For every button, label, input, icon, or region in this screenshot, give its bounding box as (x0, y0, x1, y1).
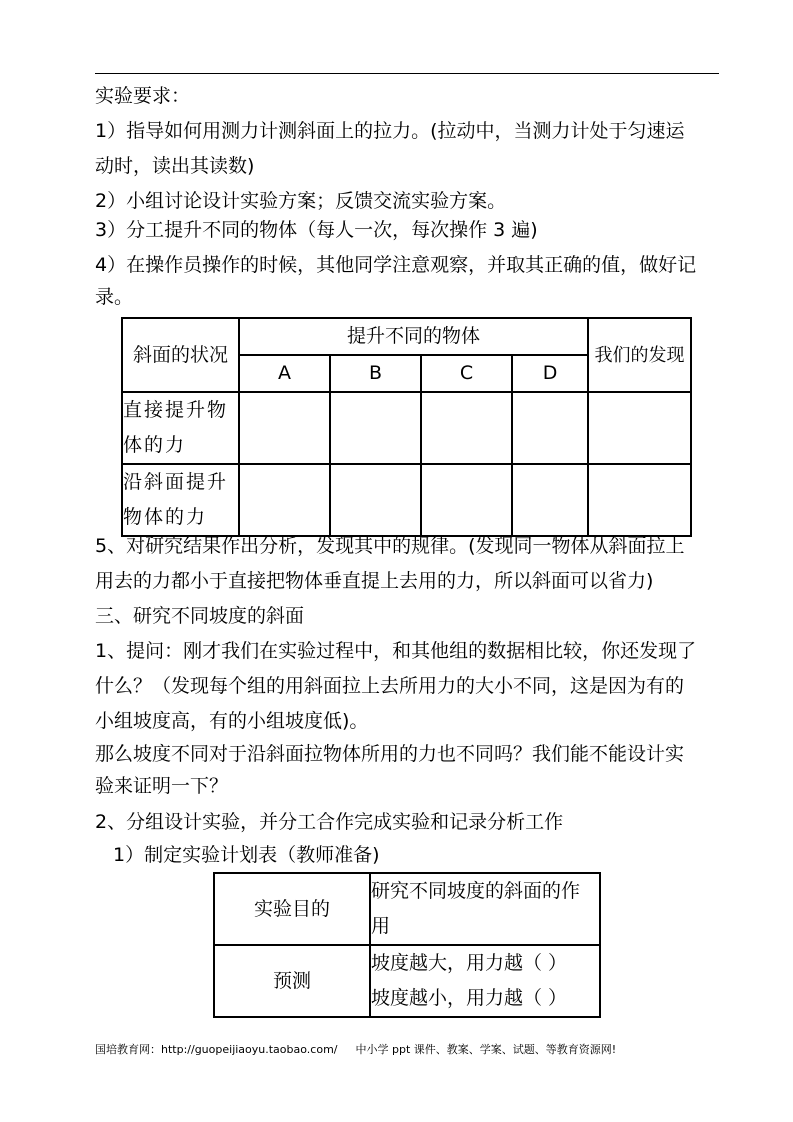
data-cell (588, 392, 691, 464)
body-line: 1、提问：刚才我们在实验过程中，和其他组的数据相比较，你还发现了 (95, 640, 697, 662)
footer-site: 国培教育网：http://guopeijiaoyu.taobao.com/ (95, 1043, 338, 1056)
table-row (214, 945, 600, 1017)
data-cell (512, 392, 588, 464)
table-row (122, 464, 691, 536)
row-label-line: 沿斜面提升 (123, 471, 229, 493)
object-header: D (512, 355, 588, 392)
page-footer (95, 1041, 616, 1057)
plan-table (213, 872, 601, 1018)
prediction-line: 坡度越小，用力越（ ） (371, 987, 568, 1009)
data-cell (512, 464, 588, 536)
observation-table (121, 317, 692, 537)
body-line: 用去的力都小于直接把物体垂直提上去用的力，所以斜面可以省力) (95, 570, 654, 592)
requirement-line: 3）分工提升不同的物体（每人一次，每次操作 3 遍) (95, 219, 538, 241)
object-header: B (330, 355, 421, 392)
body-line: 2、分组设计实验，并分工合作完成实验和记录分析工作 (95, 811, 564, 833)
requirement-line: 1）指导如何用测力计测斜面上的拉力。(拉动中，当测力计处于匀速运 (95, 120, 685, 142)
prediction-value (370, 945, 600, 1017)
plan-heading: 1）制定实验计划表（教师准备) (113, 844, 380, 866)
section-subheading: 三、研究不同坡度的斜面 (95, 605, 305, 627)
header-cell-objects: 提升不同的物体 (239, 318, 588, 355)
requirement-line: 动时，读出其读数) (95, 155, 255, 177)
prediction-label: 预测 (214, 945, 370, 1017)
data-cell (421, 464, 512, 536)
table-row (122, 392, 691, 464)
data-cell (330, 464, 421, 536)
purpose-label: 实验目的 (214, 873, 370, 945)
body-line: 验来证明一下？ (95, 775, 229, 797)
footer-description: 中小学 ppt 课件、教案、学案、试题、等教育资源网! (355, 1043, 617, 1056)
object-header: A (239, 355, 330, 392)
header-rule (95, 73, 719, 74)
body-line: 什么？（发现每个组的用斜面拉上去所用力的大小不同，这是因为有的 (95, 675, 685, 697)
row-label (122, 464, 239, 536)
object-header: C (421, 355, 512, 392)
data-cell (588, 464, 691, 536)
requirement-line: 4）在操作员操作的时候，其他同学注意观察，并取其正确的值，做好记 (95, 254, 697, 276)
body-line: 那么坡度不同对于沿斜面拉物体所用的力也不同吗？我们能不能设计实 (95, 743, 685, 765)
data-cell (239, 392, 330, 464)
row-label-line: 体的力 (123, 434, 187, 456)
row-label-line: 物体的力 (123, 506, 208, 528)
body-line: 5、对研究结果作出分析，发现其中的规律。(发现同一物体从斜面拉上 (95, 535, 685, 557)
requirement-line: 录。 (95, 286, 134, 308)
purpose-line: 用 (371, 915, 391, 937)
row-label (122, 392, 239, 464)
purpose-line: 研究不同坡度的斜面的作 (371, 880, 581, 902)
row-label-line: 直接提升物 (123, 399, 229, 421)
table-row (214, 873, 600, 945)
data-cell (330, 392, 421, 464)
body-line: 小组坡度高，有的小组坡度低)。 (95, 710, 369, 732)
header-cell-state: 斜面的状况 (122, 318, 239, 392)
purpose-value (370, 873, 600, 945)
section-heading: 实验要求： (95, 85, 191, 107)
data-cell (239, 464, 330, 536)
data-cell (421, 392, 512, 464)
header-cell-findings: 我们的发现 (588, 318, 691, 392)
prediction-line: 坡度越大，用力越（ ） (371, 952, 568, 974)
requirement-line: 2）小组讨论设计实验方案；反馈交流实验方案。 (95, 190, 507, 212)
